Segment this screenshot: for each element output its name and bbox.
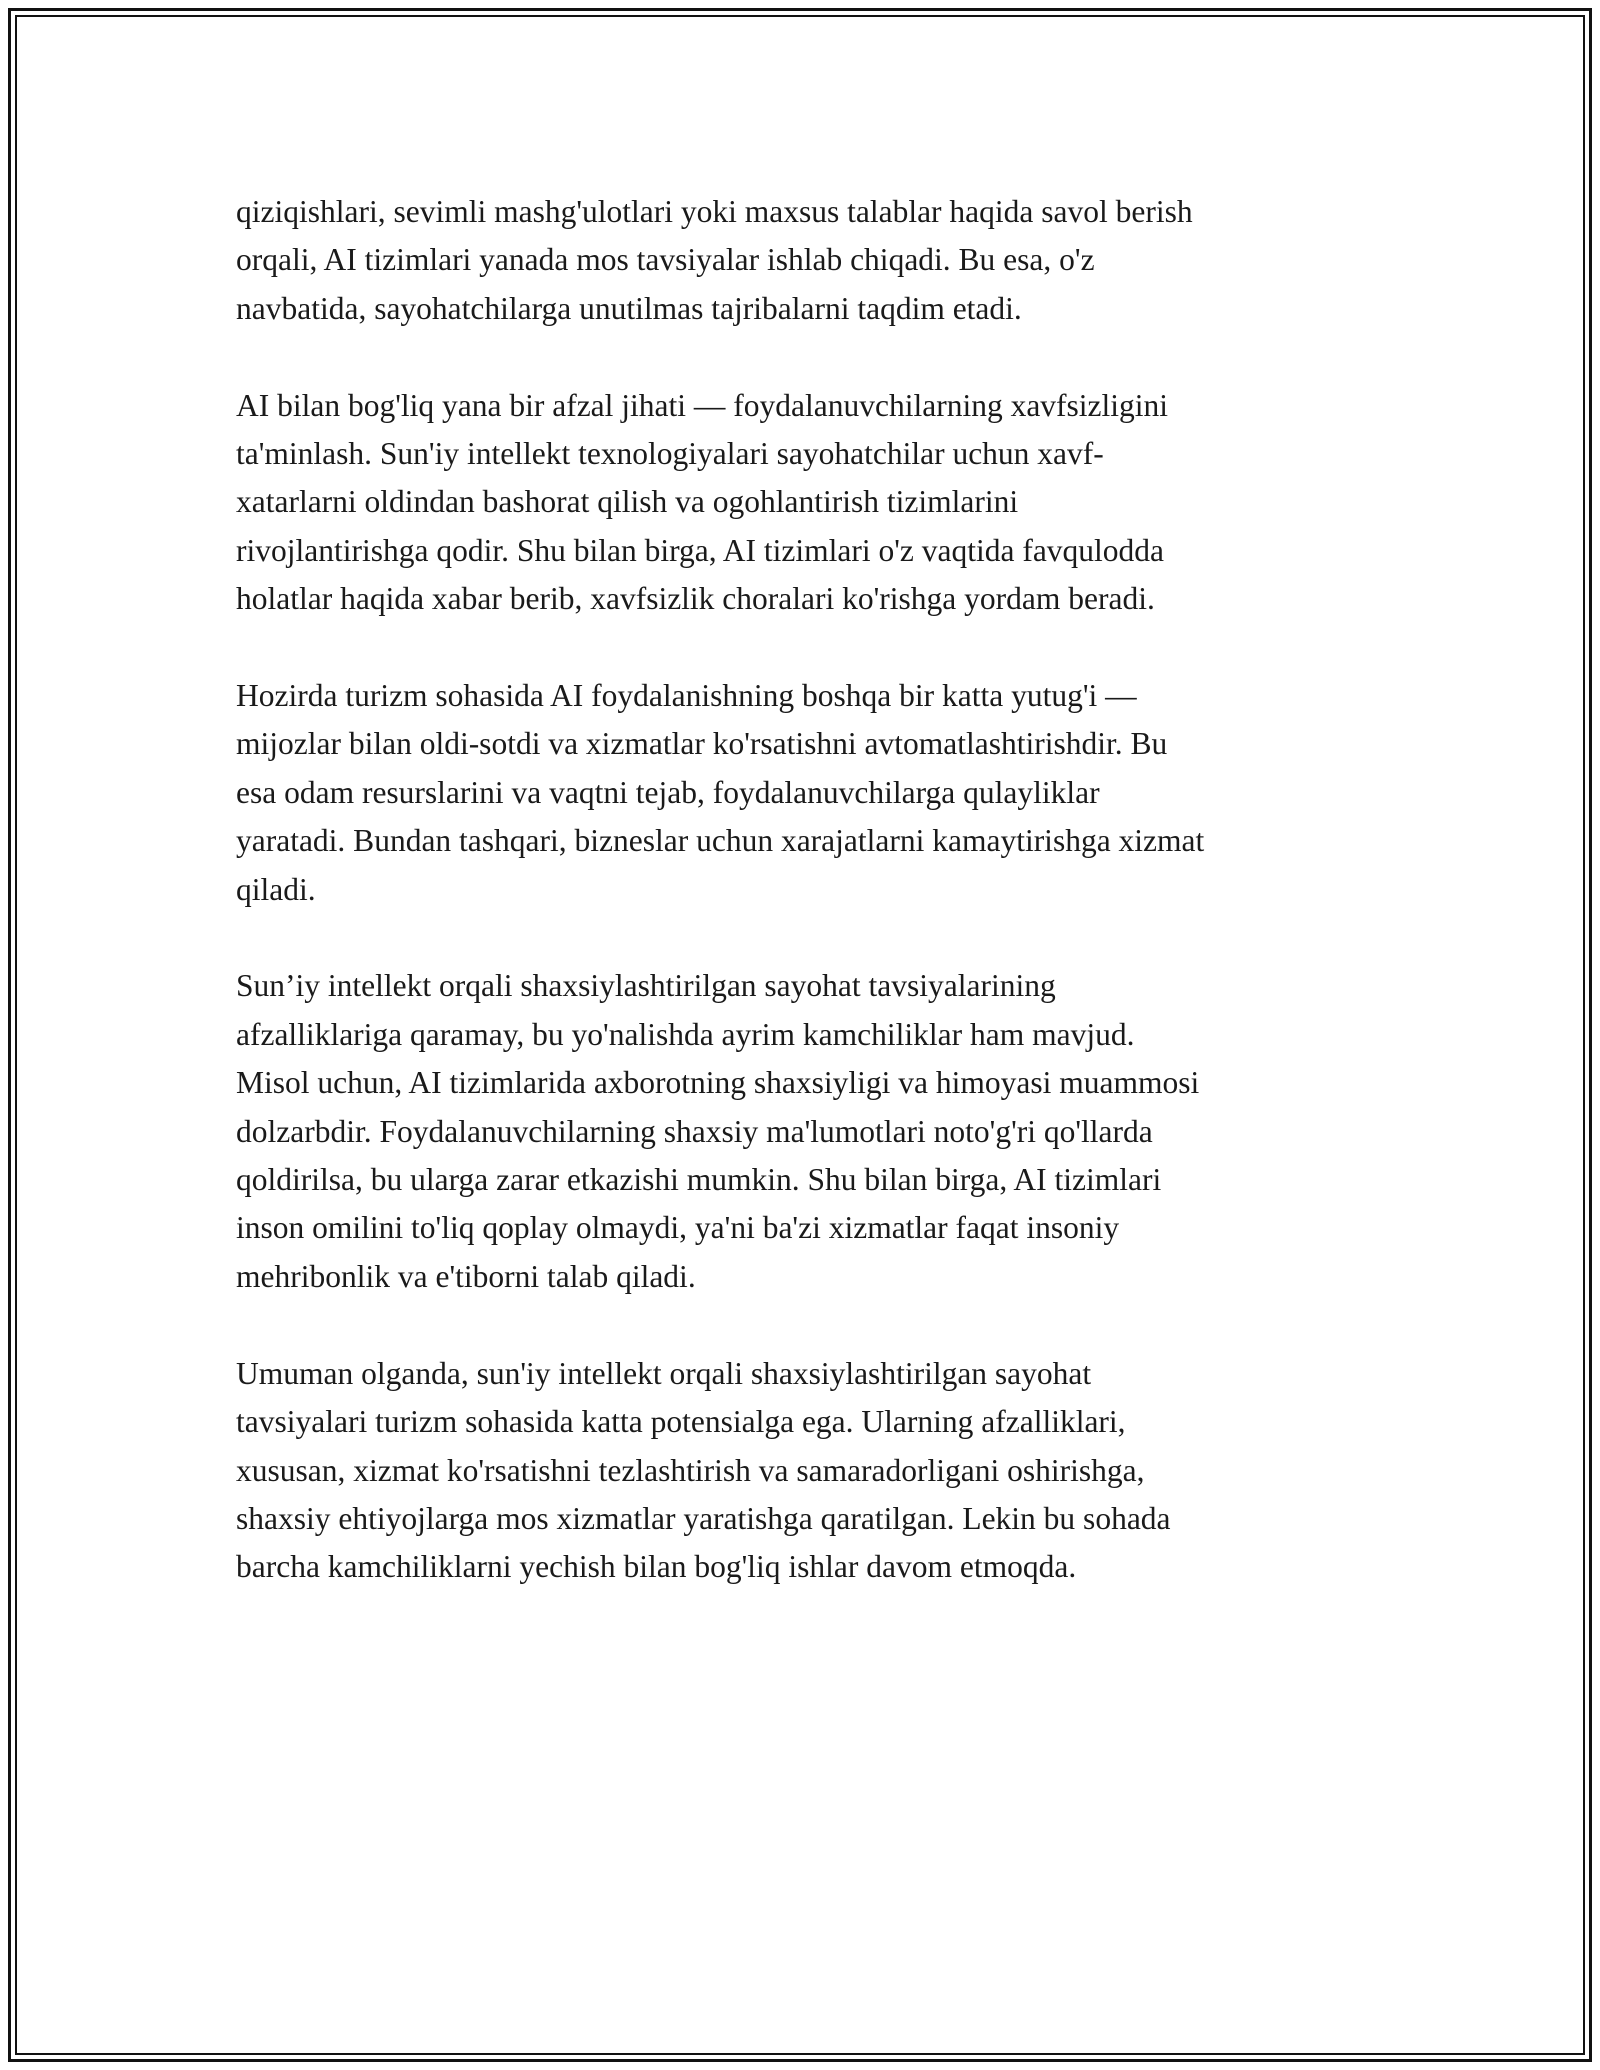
paragraph-2 xyxy=(236,382,1376,624)
paragraph-3 xyxy=(236,672,1376,914)
text-line: esa odam resurslarini va vaqtni tejab, foydalanuvchilarga qulayliklar xyxy=(236,774,1100,810)
text-line: mehribonlik va e'tiborni talab qiladi. xyxy=(236,1258,696,1294)
text-line: qiziqishlari, sevimli mashg'ulotlari yoki maxsus talablar haqida savol berish xyxy=(236,194,1193,229)
text-line: yaratadi. Bundan tashqari, bizneslar uchun xarajatlarni kamaytirishga xizmat xyxy=(236,823,1205,859)
text-line: qoldirilsa, bu ularga zarar etkazishi mumkin. Shu bilan birga, AI tizimlari xyxy=(236,1162,1162,1198)
text-line: Misol uchun, AI tizimlarida axborotning shaxsiyligi va himoyasi muammosi xyxy=(236,1065,1200,1101)
text-line: ta'minlash. Sun'iy intellekt texnologiyalari sayohatchilar uchun xavf- xyxy=(236,436,1104,472)
text-line: afzalliklariga qaramay, bu yo'nalishda ayrim kamchiliklar ham mavjud. xyxy=(236,1016,1135,1052)
text-line: Hozirda turizm sohasida AI foydalanishning boshqa bir katta yutug'i — xyxy=(236,678,1137,714)
text-line: Umuman olganda, sun'iy intellekt orqali shaxsiylashtirilgan sayohat xyxy=(236,1355,1092,1391)
text-line: AI bilan bog'liq yana bir afzal jihati — foydalanuvchilarning xavfsizligini xyxy=(236,387,1169,423)
text-line: tavsiyalari turizm sohasida katta potensialga ega. Ularning afzalliklari, xyxy=(236,1404,1126,1440)
text-line: navbatida, sayohatchilarga unutilmas tajribalarni taqdim etadi. xyxy=(236,290,1022,326)
text-line: xatarlarni oldindan bashorat qilish va ogohlantirish tizimlarini xyxy=(236,484,1019,520)
paragraph-5 xyxy=(236,1350,1376,1592)
text-line: mijozlar bilan oldi-sotdi va xizmatlar ko'rsatishni avtomatlashtirishdir. Bu xyxy=(236,726,1168,762)
text-line: dolzarbdir. Foydalanuvchilarning shaxsiy ma'lumotlari noto'g'ri qo'llarda xyxy=(236,1113,1153,1149)
text-line: rivojlantirishga qodir. Shu bilan birga, AI tizimlari o'z vaqtida favqulodda xyxy=(236,532,1165,568)
text-line: xususan, xizmat ko'rsatishni tezlashtirish va samaradorligani oshirishga, xyxy=(236,1452,1145,1488)
text-line: Sun’iy intellekt orqali shaxsiylashtirilgan sayohat tavsiyalarining xyxy=(236,968,1056,1004)
text-line: qiladi. xyxy=(236,871,316,907)
text-line: barcha kamchiliklarni yechish bilan bog'liq ishlar davom etmoqda. xyxy=(236,1549,1077,1585)
text-line: shaxsiy ehtiyojlarga mos xizmatlar yaratishga qaratilgan. Lekin bu sohada xyxy=(236,1500,1171,1536)
text-line: orqali, AI tizimlari yanada mos tavsiyalar ishlab chiqadi. Bu esa, o'z xyxy=(236,242,1095,278)
paragraph-4 xyxy=(236,962,1376,1301)
document-body xyxy=(236,188,1376,1640)
paragraph-1 xyxy=(236,188,1376,333)
text-line: holatlar haqida xabar berib, xavfsizlik choralari ko'rishga yordam beradi. xyxy=(236,581,1155,617)
text-line: inson omilini to'liq qoplay olmaydi, ya'ni ba'zi xizmatlar faqat insoniy xyxy=(236,1210,1120,1246)
